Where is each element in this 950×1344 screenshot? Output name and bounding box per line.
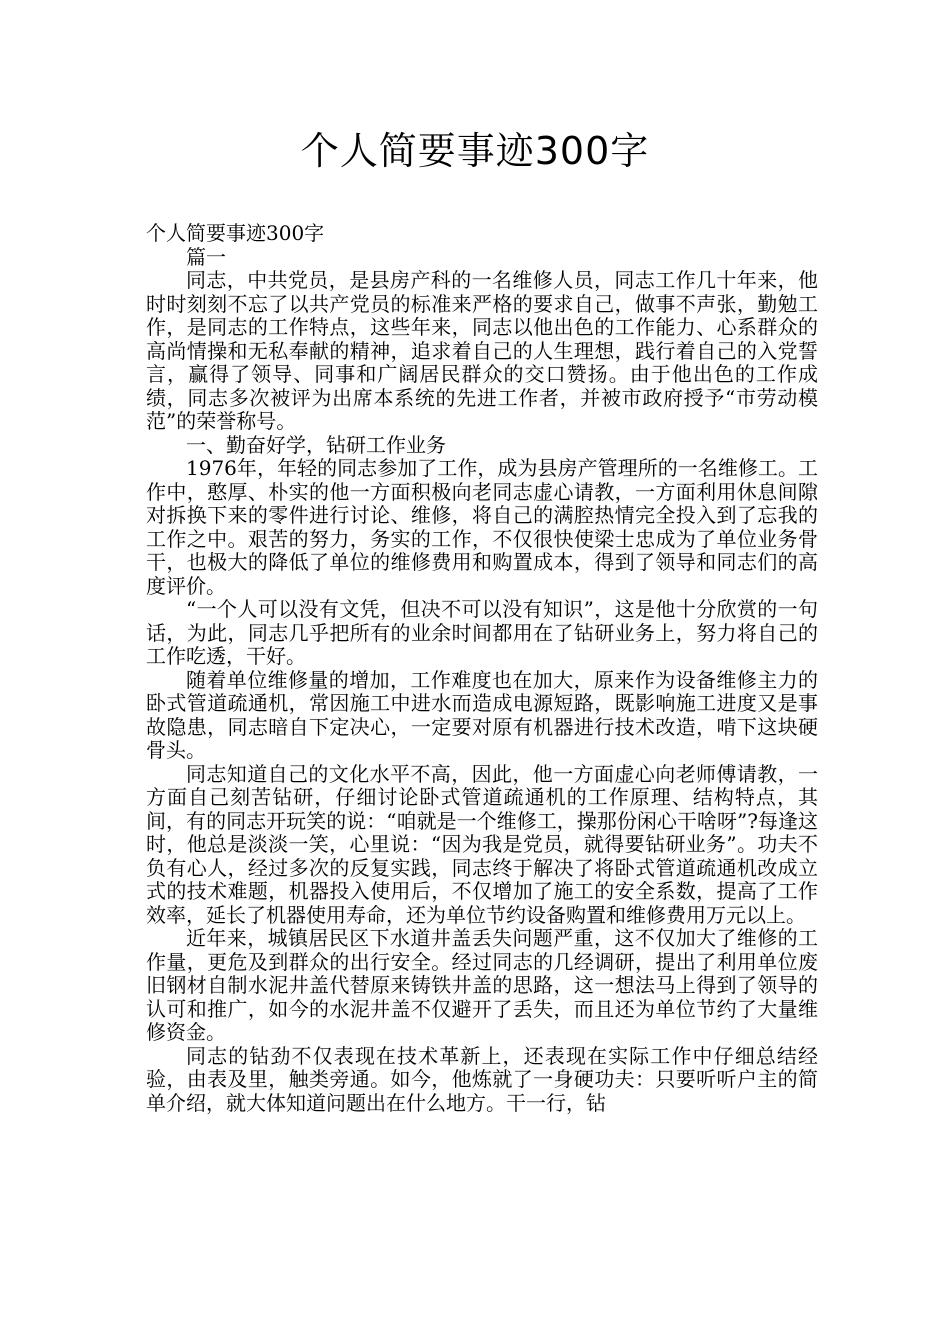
paragraph: 近年来，城镇居民区下水道井盖丢失问题严重，这不仅加大了维修的工作量，更危及到群众的出行安全。经过同志的几经调研，提出了利用单位废旧钢材自制水泥井盖代替原来铸铁井盖的思路，这一想法马上得到了领导的认可和推广，如今的水泥井盖不仅避开了丢失，而且还为单位节约了大量维修资金。 <box>146 926 818 1044</box>
paragraph: 同志的钻劲不仅表现在技术革新上，还表现在实际工作中仔细总结经验，由表及里，触类旁通。如今，他炼就了一身硬功夫：只要听听户主的简单介绍，就大体知道问题出在什么地方。干一行，钻 <box>146 1043 818 1115</box>
document-body <box>146 222 818 1115</box>
paragraph: “一个人可以没有文凭，但决不可以没有知识”，这是他十分欣赏的一句话，为此，同志几乎把所有的业余时间都用在了钻研业务上，努力将自己的工作吃透，干好。 <box>146 597 818 668</box>
paragraph: 同志，中共党员，是县房产科的一名维修人员，同志工作几十年来，他时时刻刻不忘了以共产党员的标准来严格的要求自己，做事不声张，勤勉工作，是同志的工作特点，这些年来，同志以他出色的工作能力、心系群众的高尚情操和无私奉献的精神，追求着自己的人生理想，践行着自己的入党誓言，赢得了领导、同事和广阔居民群众的交口赞扬。由于他出色的工作成绩，同志多次被评为出席本系统的先进工作者，并被市政府授予“市劳动模范”的荣誉称号。 <box>146 268 818 433</box>
section-label: 篇一 <box>186 244 226 269</box>
paragraph: 随着单位维修量的增加，工作难度也在加大，原来作为设备维修主力的卧式管道疏通机，常因施工中进水而造成电源短路，既影响施工进度又是事故隐患，同志暗自下定决心，一定要对原有机器进行技术改造，啃下这块硬骨头。 <box>146 667 818 762</box>
paragraph: 1976年，年轻的同志参加了工作，成为县房产管理所的一名维修工。工作中，憨厚、朴实的他一方面积极向老同志虚心请教，一方面利用休息间隙对拆换下来的零件进行讨论、维修，将自己的满腔热情完全投入到了忘我的工作之中。艰苦的努力，务实的工作，不仅很快使梁士忠成为了单位业务骨干，也极大的降低了单位的维修费用和购置成本，得到了领导和同志们的高度评价。 <box>146 456 818 598</box>
section-heading: 一、勤奋好学，钻研工作业务 <box>186 432 446 457</box>
document-subtitle: 个人简要事迹300字 <box>146 221 325 245</box>
paragraph: 同志知道自己的文化水平不高，因此，他一方面虚心向老师傅请教，一方面自己刻苦钻研，仔细讨论卧式管道疏通机的工作原理、结构特点，其间，有的同志开玩笑的说：“咱就是一个维修工，操那份闲心干啥呀”?每逢这时，他总是淡淡一笑，心里说：“因为我是党员，就得要钻研业务”。功夫不负有心人，经过多次的反复实践，同志终于解决了将卧式管道疏通机改成立式的技术难题，机器投入使用后，不仅增加了施工的安全系数，提高了工作效率，延长了机器使用寿命，还为单位节约设备购置和维修费用万元以上。 <box>146 761 818 927</box>
document-title: 个人简要事迹300字 <box>300 129 650 173</box>
